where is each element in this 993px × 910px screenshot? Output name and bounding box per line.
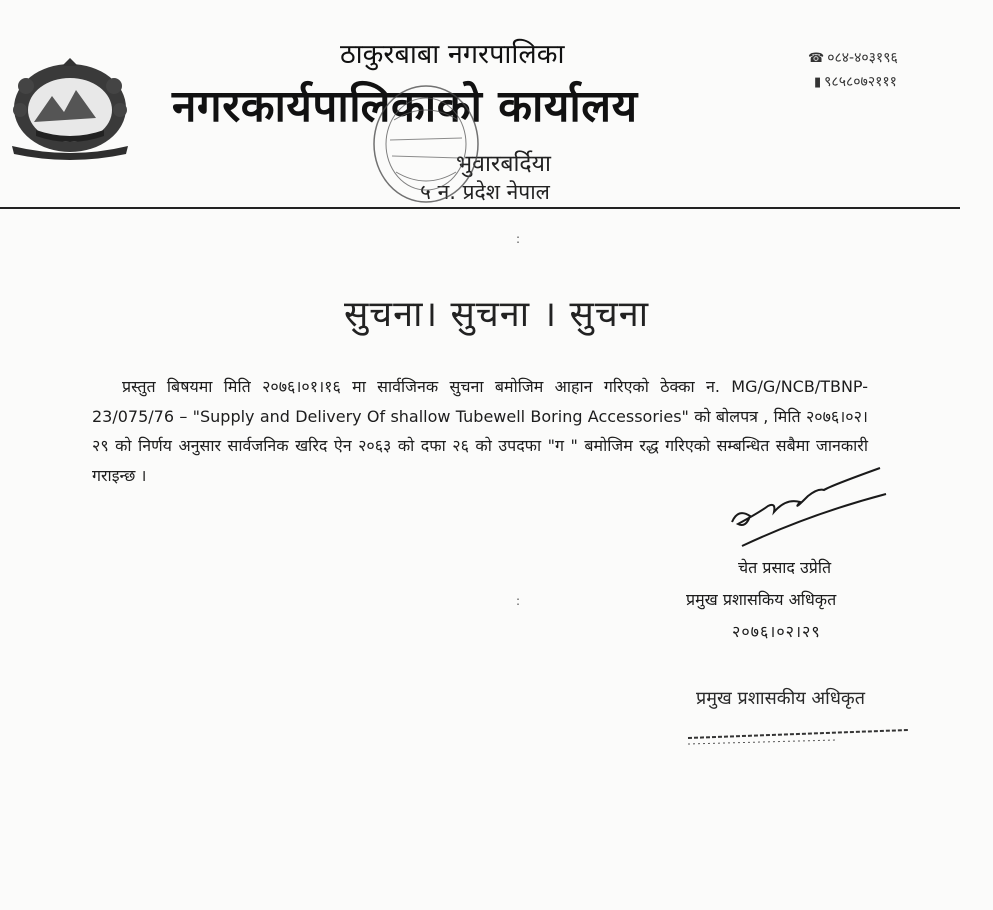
signer-title: प्रमुख प्रशासकिय अधिकृत (686, 590, 837, 609)
mobile-phone-icon: ▮ (814, 75, 822, 90)
office-province: ५ न. प्रदेश नेपाल (420, 180, 550, 204)
phone-number: ०८४-४०३१९६ (827, 50, 898, 66)
mobile-contact (814, 72, 897, 91)
nepal-emblem-icon (6, 56, 134, 162)
stray-mark: : (516, 232, 521, 246)
office-location: भुवारबर्दिया (456, 151, 551, 177)
office-title: नगरकार्यपालिकाको कार्यालय (172, 81, 638, 132)
telephone-icon: ☎ (808, 51, 825, 66)
handwritten-signature (720, 462, 890, 552)
stamp-underline (686, 724, 912, 748)
designation-stamp: प्रमुख प्रशासकीय अधिकृत (696, 688, 865, 709)
stray-mark: : (516, 594, 521, 608)
notice-body: प्रस्तुत बिषयमा मिति २०७६।०१।१६ मा सार्वजिनक सुचना बमोजिम आहान गरिएको ठेक्का न. MG/G/NCB/TBNP-23/075/76 – "Supply and Delivery Of shallow Tubewell Boring Accessories" को बोलपत्र , मिति २०७६।०२।२९ को निर्णय अनुसार सार्वजनिक खरिद ऐन २०६३ को दफा २६ को उपदफा "ग " बमोजिम रद्ध गरिएको सम्बन्धित सबैमा जानकारी गराइन्छ । (92, 377, 868, 485)
phone-contact (808, 48, 898, 67)
signer-name: चेत प्रसाद उप्रेति (738, 558, 832, 577)
municipality-name: ठाकुरबाबा नगरपालिका (340, 39, 565, 70)
signing-date: २०७६।०२।२९ (732, 622, 821, 641)
header-divider (0, 207, 960, 209)
notice-heading: सुचना। सुचना । सुचना (343, 294, 650, 335)
mobile-number: ९८५८०७२१११ (824, 74, 897, 90)
official-seal-icon (364, 80, 484, 208)
